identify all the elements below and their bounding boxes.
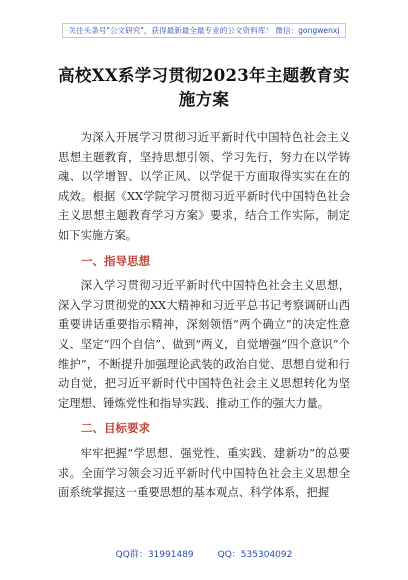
document-title: 高校XX系学习贯彻2023年主题教育实施方案 (58, 66, 350, 109)
page-footer (0, 549, 408, 561)
intro-paragraph: 为深入开展学习贯彻习近平新时代中国特色社会主义思想主题教育，坚持思想引领、学习先行，努力在以学铸魂、以学增智、以学正风、以学促干方面取得实实在在的成效。根据《XX学院学习贯彻习近平新时代中国特色社会主义思想主题教育学习方案》要求，结合工作实际，制定如下实施方案。 (58, 131, 350, 242)
section-heading-goals: 二、目标要求 (81, 421, 150, 436)
section-heading-guiding-ideology: 一、指导思想 (81, 253, 150, 268)
footer-qq: QQ：535304092 (217, 550, 293, 560)
section-paragraph-guiding-ideology: 深入学习贯彻习近平新时代中国特色社会主义思想，深入学习贯彻党的XX大精神和习近平总书记考察调研山西重要讲话重要指示精神，深刻领悟“两个确立”的决定性意义、坚定“四个自信”、做到“两义，自觉增强”四个意识“个维护”，不断提升加强理论武装的政治自觉、思想自觉和行动自觉，把习近平新时代中国特色社会主义思想转化为坚定理想、锤炼党性和指导实践、推动工作的强大力量。 (58, 279, 350, 410)
document-body (58, 128, 350, 503)
section-paragraph-goals: 牢牢把握“学思想、强党性、重实践、建新功”的总要求。全面学习领会习近平新时代中国特色社会主义思想全面系统掌握这一重要思想的基本观点、科学体系，把握 (58, 446, 350, 500)
footer-qq-group: QQ群：31991489 (115, 550, 194, 560)
header-banner: 关注头条号"公文研究"，获得最新最全最专业的公文资料库！ 微信：gongwenxj (62, 23, 346, 38)
